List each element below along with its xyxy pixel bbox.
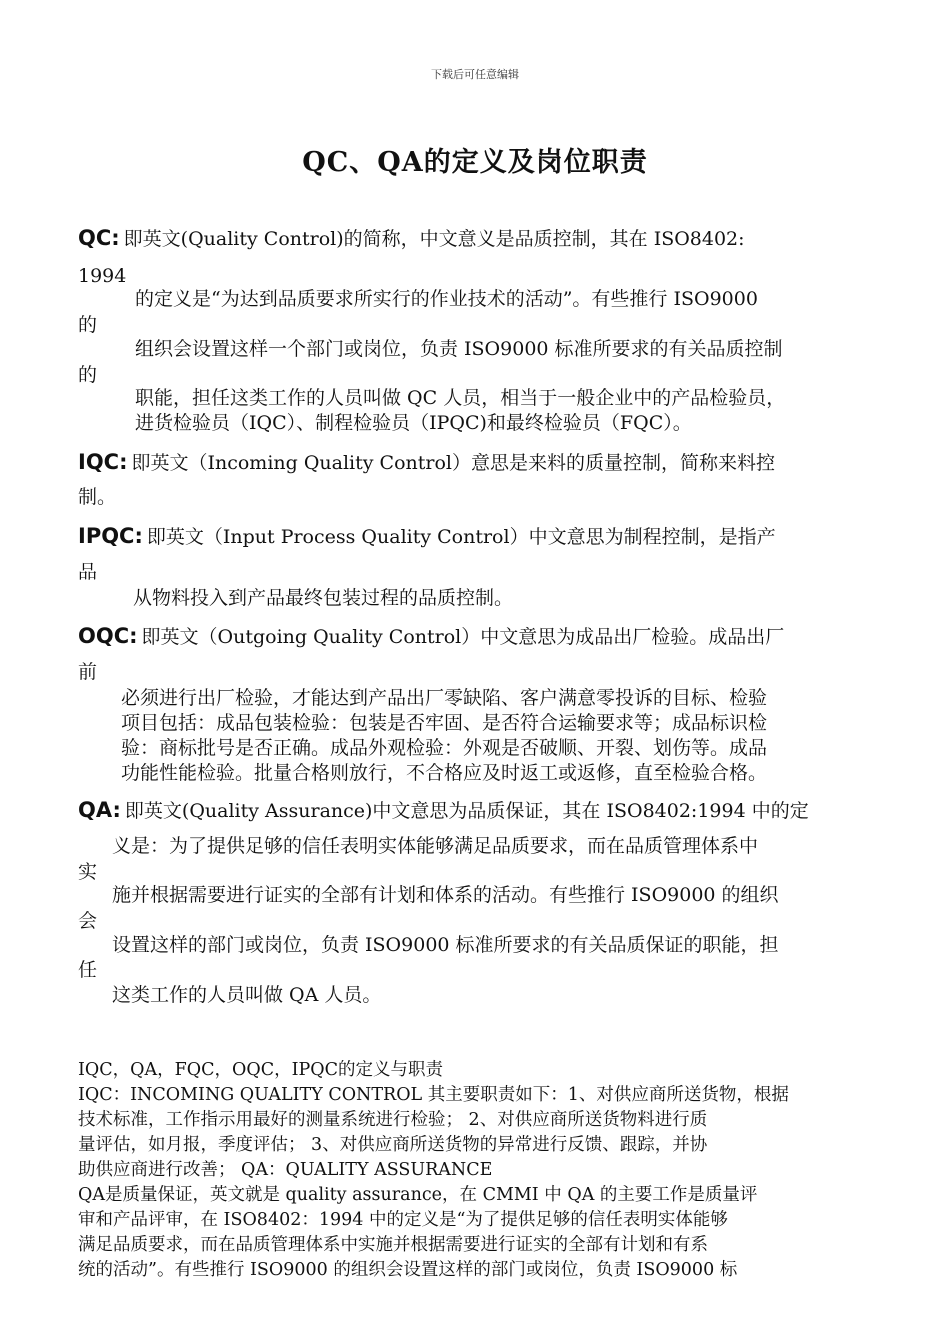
definition-qc-line-2: 1994 bbox=[78, 265, 127, 287]
definition-ipqc-line-2: 品 bbox=[78, 561, 98, 583]
term-ipqc: IPQC: bbox=[78, 524, 143, 548]
definition-oqc-line-5: 验：商标批号是否正确。成品外观检验：外观是否破顺、开裂、划伤等。成品 bbox=[121, 737, 768, 759]
definition-qc-line-7: 职能，担任这类工作的人员叫做 QC 人员，相当于一般企业中的产品检验员， bbox=[135, 387, 786, 409]
definition-qc-line-4: 的 bbox=[78, 314, 98, 336]
section2-line-6: 审和产品评审，在 ISO8402：1994 中的定义是“为了提供足够的信任表明实体能够 bbox=[78, 1210, 728, 1230]
definition-qc-line-1: QC: 即英文(Quality Control)的简称，中文意义是品质控制，其在 ISO8402: bbox=[78, 226, 745, 250]
section2-heading: IQC，QA，FQC，OQC，IPQC的定义与职责 bbox=[78, 1060, 444, 1080]
term-qc: QC: bbox=[78, 226, 120, 250]
section2-line-8: 统的活动”。有些推行 ISO9000 的组织会设置这样的部门或岗位，负责 ISO9000 标 bbox=[78, 1260, 738, 1280]
section2-line-7: 满足品质要求，而在品质管理体系中实施并根据需要进行证实的全部有计划和有系 bbox=[78, 1235, 708, 1255]
definition-qc-line-6: 的 bbox=[78, 364, 98, 386]
section2-line-5: QA是质量保证，英文就是 quality assurance，在 CMMI 中 QA 的主要工作是质量评 bbox=[78, 1185, 758, 1205]
definition-iqc-line-1: IQC: 即英文（Incoming Quality Control）意思是来料的质量控制，简称来料控 bbox=[78, 450, 775, 474]
section2-line-4: 助供应商进行改善； QA：QUALITY ASSURANCE bbox=[78, 1160, 493, 1180]
definition-qa-line-6: 设置这样的部门或岗位，负责 ISO9000 标准所要求的有关品质保证的职能，担 bbox=[112, 934, 779, 956]
section2-line-2: 技术标准，工作指示用最好的测量系统进行检验； 2、对供应商所送货物料进行质 bbox=[78, 1110, 708, 1130]
definition-qa-line-2: 义是：为了提供足够的信任表明实体能够满足品质要求，而在品质管理体系中 bbox=[112, 835, 759, 857]
definition-oqc-line-3: 必须进行出厂检验，才能达到产品出厂零缺陷、客户满意零投诉的目标、检验 bbox=[121, 687, 768, 709]
definition-qa-line-3: 实 bbox=[78, 861, 98, 883]
definition-iqc-line-2: 制。 bbox=[78, 486, 117, 508]
term-qa: QA: bbox=[78, 798, 121, 822]
definition-oqc-line-1: OQC: 即英文（Outgoing Quality Control）中文意思为成品出厂检验。成品出厂 bbox=[78, 624, 785, 648]
section2-line-3: 量评估，如月报，季度评估； 3、对供应商所送货物的异常进行反馈、跟踪，并协 bbox=[78, 1135, 708, 1155]
definition-qa-line-5: 会 bbox=[78, 910, 98, 932]
term-oqc: OQC: bbox=[78, 624, 138, 648]
definition-qa-line-4: 施并根据需要进行证实的全部有计划和体系的活动。有些推行 ISO9000 的组织 bbox=[112, 884, 779, 906]
definition-qa-line-7: 任 bbox=[78, 959, 98, 981]
definition-qc-line-3: 的定义是“为达到品质要求所实行的作业技术的活动”。有些推行 ISO9000 bbox=[135, 288, 758, 310]
definition-oqc-line-4: 项目包括：成品包装检验：包装是否牢固、是否符合运输要求等；成品标识检 bbox=[121, 712, 768, 734]
page-header: 下载后可任意编辑 bbox=[431, 68, 519, 81]
definition-qc-line-8: 进货检验员（IQC）、制程检验员（IPQC)和最终检验员（FQC）。 bbox=[135, 412, 692, 434]
definition-qa-line-1: QA: 即英文(Quality Assurance)中文意思为品质保证，其在 ISO8402:1994 中的定 bbox=[78, 798, 809, 822]
definition-ipqc-line-1: IPQC: 即英文（Input Process Quality Control）中文意思为制程控制，是指产 bbox=[78, 524, 776, 548]
section2-line-1: IQC：INCOMING QUALITY CONTROL 其主要职责如下：1、对供应商所送货物，根据 bbox=[78, 1085, 789, 1105]
definition-ipqc-line-3: 从物料投入到产品最终包装过程的品质控制。 bbox=[133, 587, 514, 609]
document-title: QC、QA的定义及岗位职责 bbox=[302, 147, 648, 178]
definition-qa-line-8: 这类工作的人员叫做 QA 人员。 bbox=[112, 984, 382, 1006]
term-iqc: IQC: bbox=[78, 450, 128, 474]
definition-oqc-line-2: 前 bbox=[78, 661, 98, 683]
definition-qc-line-5: 组织会设置这样一个部门或岗位，负责 ISO9000 标准所要求的有关品质控制 bbox=[135, 338, 783, 360]
definition-oqc-line-6: 功能性能检验。批量合格则放行，不合格应及时返工或返修，直至检验合格。 bbox=[121, 762, 768, 784]
